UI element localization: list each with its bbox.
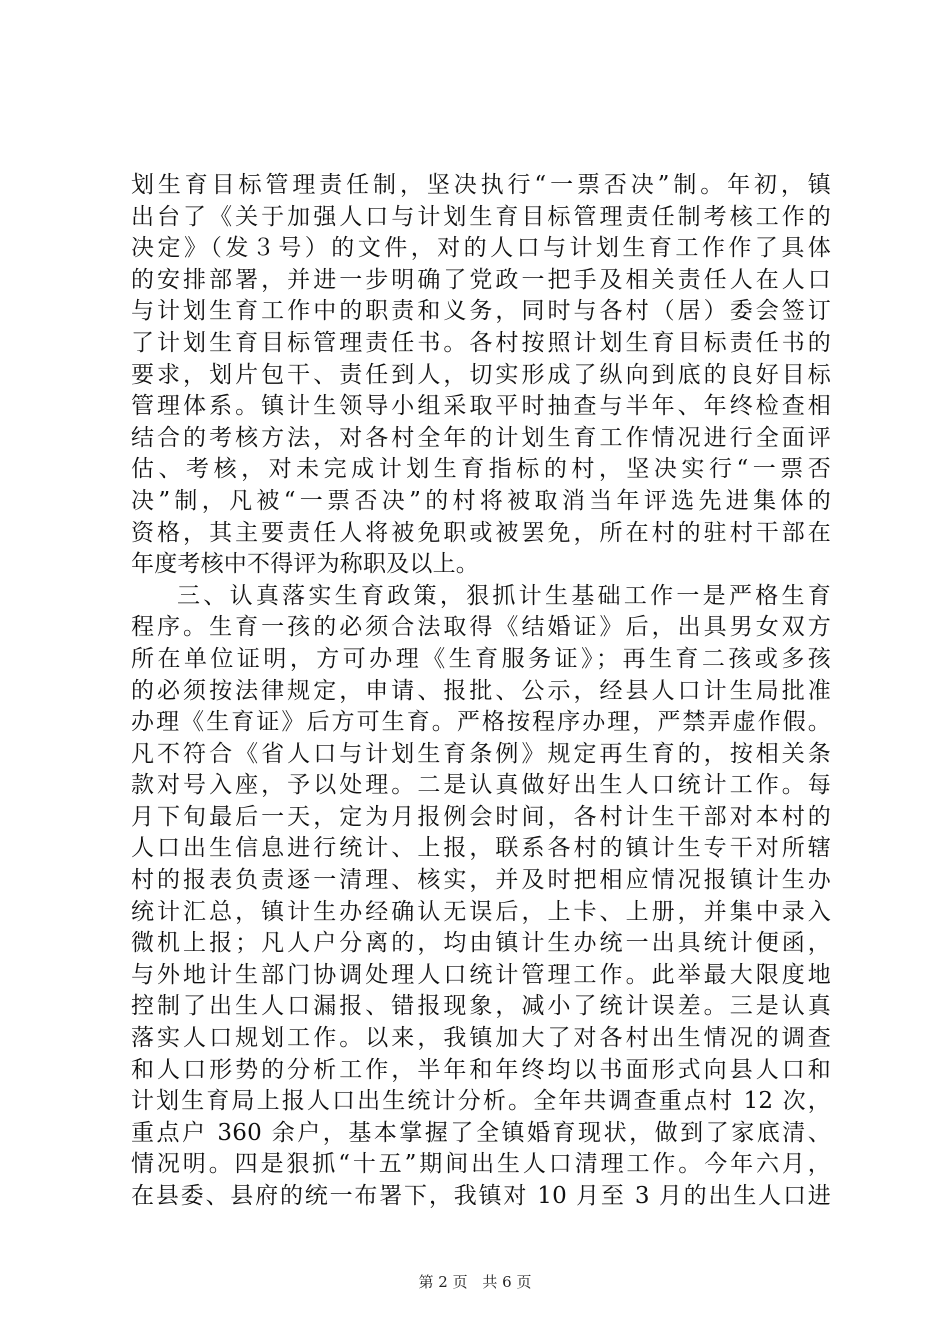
- text-line: 估、考核，对未完成计划生育指标的村，坚决实行“一票否: [131, 456, 831, 483]
- page-total: 共 6 页: [482, 1273, 532, 1291]
- text-line: 情况明。四是狠抓“十五”期间出生人口清理工作。今年六月，: [131, 1151, 831, 1178]
- text-line: 与外地计生部门协调处理人口统计管理工作。此举最大限度地: [131, 961, 831, 988]
- text-line: 划生育目标管理责任制，坚决执行“一票否决”制。年初，镇: [131, 172, 831, 198]
- text-line: 的必须按法律规定，申请、报批、公示，经县人口计生局批准: [131, 677, 831, 704]
- text-line: 决”制，凡被“一票否决”的村将被取消当年评选先进集体的: [131, 487, 831, 514]
- paragraph-end-line: 年度考核中不得评为称职及以上。: [131, 551, 479, 578]
- text-line: 和人口形势的分析工作，半年和年终均以书面形式向县人口和: [131, 1056, 831, 1083]
- text-line: 所在单位证明，方可办理《生育服务证》；再生育二孩或多孩: [131, 645, 831, 672]
- text-line: 要求，划片包干、责任到人，切实形成了纵向到底的良好目标: [131, 361, 831, 388]
- text-line: 人口出生信息进行统计、上报，联系各村的镇计生专干对所辖: [131, 835, 831, 862]
- text-line: 办理《生育证》后方可生育。严格按程序办理，严禁弄虚作假。: [131, 709, 831, 736]
- text-line: 程序。生育一孩的必须合法取得《结婚证》后，出具男女双方: [131, 614, 831, 641]
- text-line: 微机上报；凡人户分离的，均由镇计生办统一出具统计便函，: [131, 930, 831, 957]
- section-heading-line: 三、认真落实生育政策，狠抓计生基础工作一是严格生育: [177, 582, 831, 609]
- text-line: 村的报表负责逐一清理、核实，并及时把相应情况报镇计生办: [131, 867, 831, 894]
- text-line: 与计划生育工作中的职责和义务，同时与各村（居）委会签订: [131, 298, 831, 325]
- text-line: 决定》（发３号）的文件，对的人口与计划生育工作作了具体: [131, 235, 831, 262]
- text-line: 落实人口规划工作。以来，我镇加大了对各村出生情况的调查: [131, 1025, 831, 1052]
- text-line: 在县委、县府的统一布署下，我镇对 10 月至 3 月的出生人口进: [131, 1183, 831, 1209]
- text-line: 资格，其主要责任人将被免职或被罢免，所在村的驻村干部在: [131, 519, 831, 546]
- text-line: 管理体系。镇计生领导小组采取平时抽查与半年、年终检查相: [131, 393, 831, 420]
- page-footer: [0, 1272, 950, 1292]
- text-line: 了计划生育目标管理责任书。各村按照计划生育目标责任书的: [131, 329, 831, 356]
- text-line: 出台了《关于加强人口与计划生育目标管理责任制考核工作的: [131, 203, 831, 230]
- page-number: 第 2 页: [418, 1273, 468, 1291]
- text-line: 结合的考核方法，对各村全年的计划生育工作情况进行全面评: [131, 424, 831, 451]
- text-line: 控制了出生人口漏报、错报现象，减小了统计误差。三是认真: [131, 993, 831, 1020]
- text-line: 凡不符合《省人口与计划生育条例》规定再生育的，按相关条: [131, 740, 831, 767]
- text-line: 月下旬最后一天，定为月报例会时间，各村计生干部对本村的: [131, 803, 831, 830]
- text-line: 款对号入座，予以处理。二是认真做好出生人口统计工作。每: [131, 772, 831, 799]
- text-line: 重点户 360 余户，基本掌握了全镇婚育现状，做到了家底清、: [131, 1119, 831, 1146]
- text-line: 的安排部署，并进一步明确了党政一把手及相关责任人在人口: [131, 266, 831, 293]
- text-line: 统计汇总，镇计生办经确认无误后，上卡、上册，并集中录入: [131, 898, 831, 925]
- document-body: [131, 170, 831, 1213]
- text-line: 计划生育局上报人口出生统计分析。全年共调查重点村 12 次，: [131, 1088, 831, 1115]
